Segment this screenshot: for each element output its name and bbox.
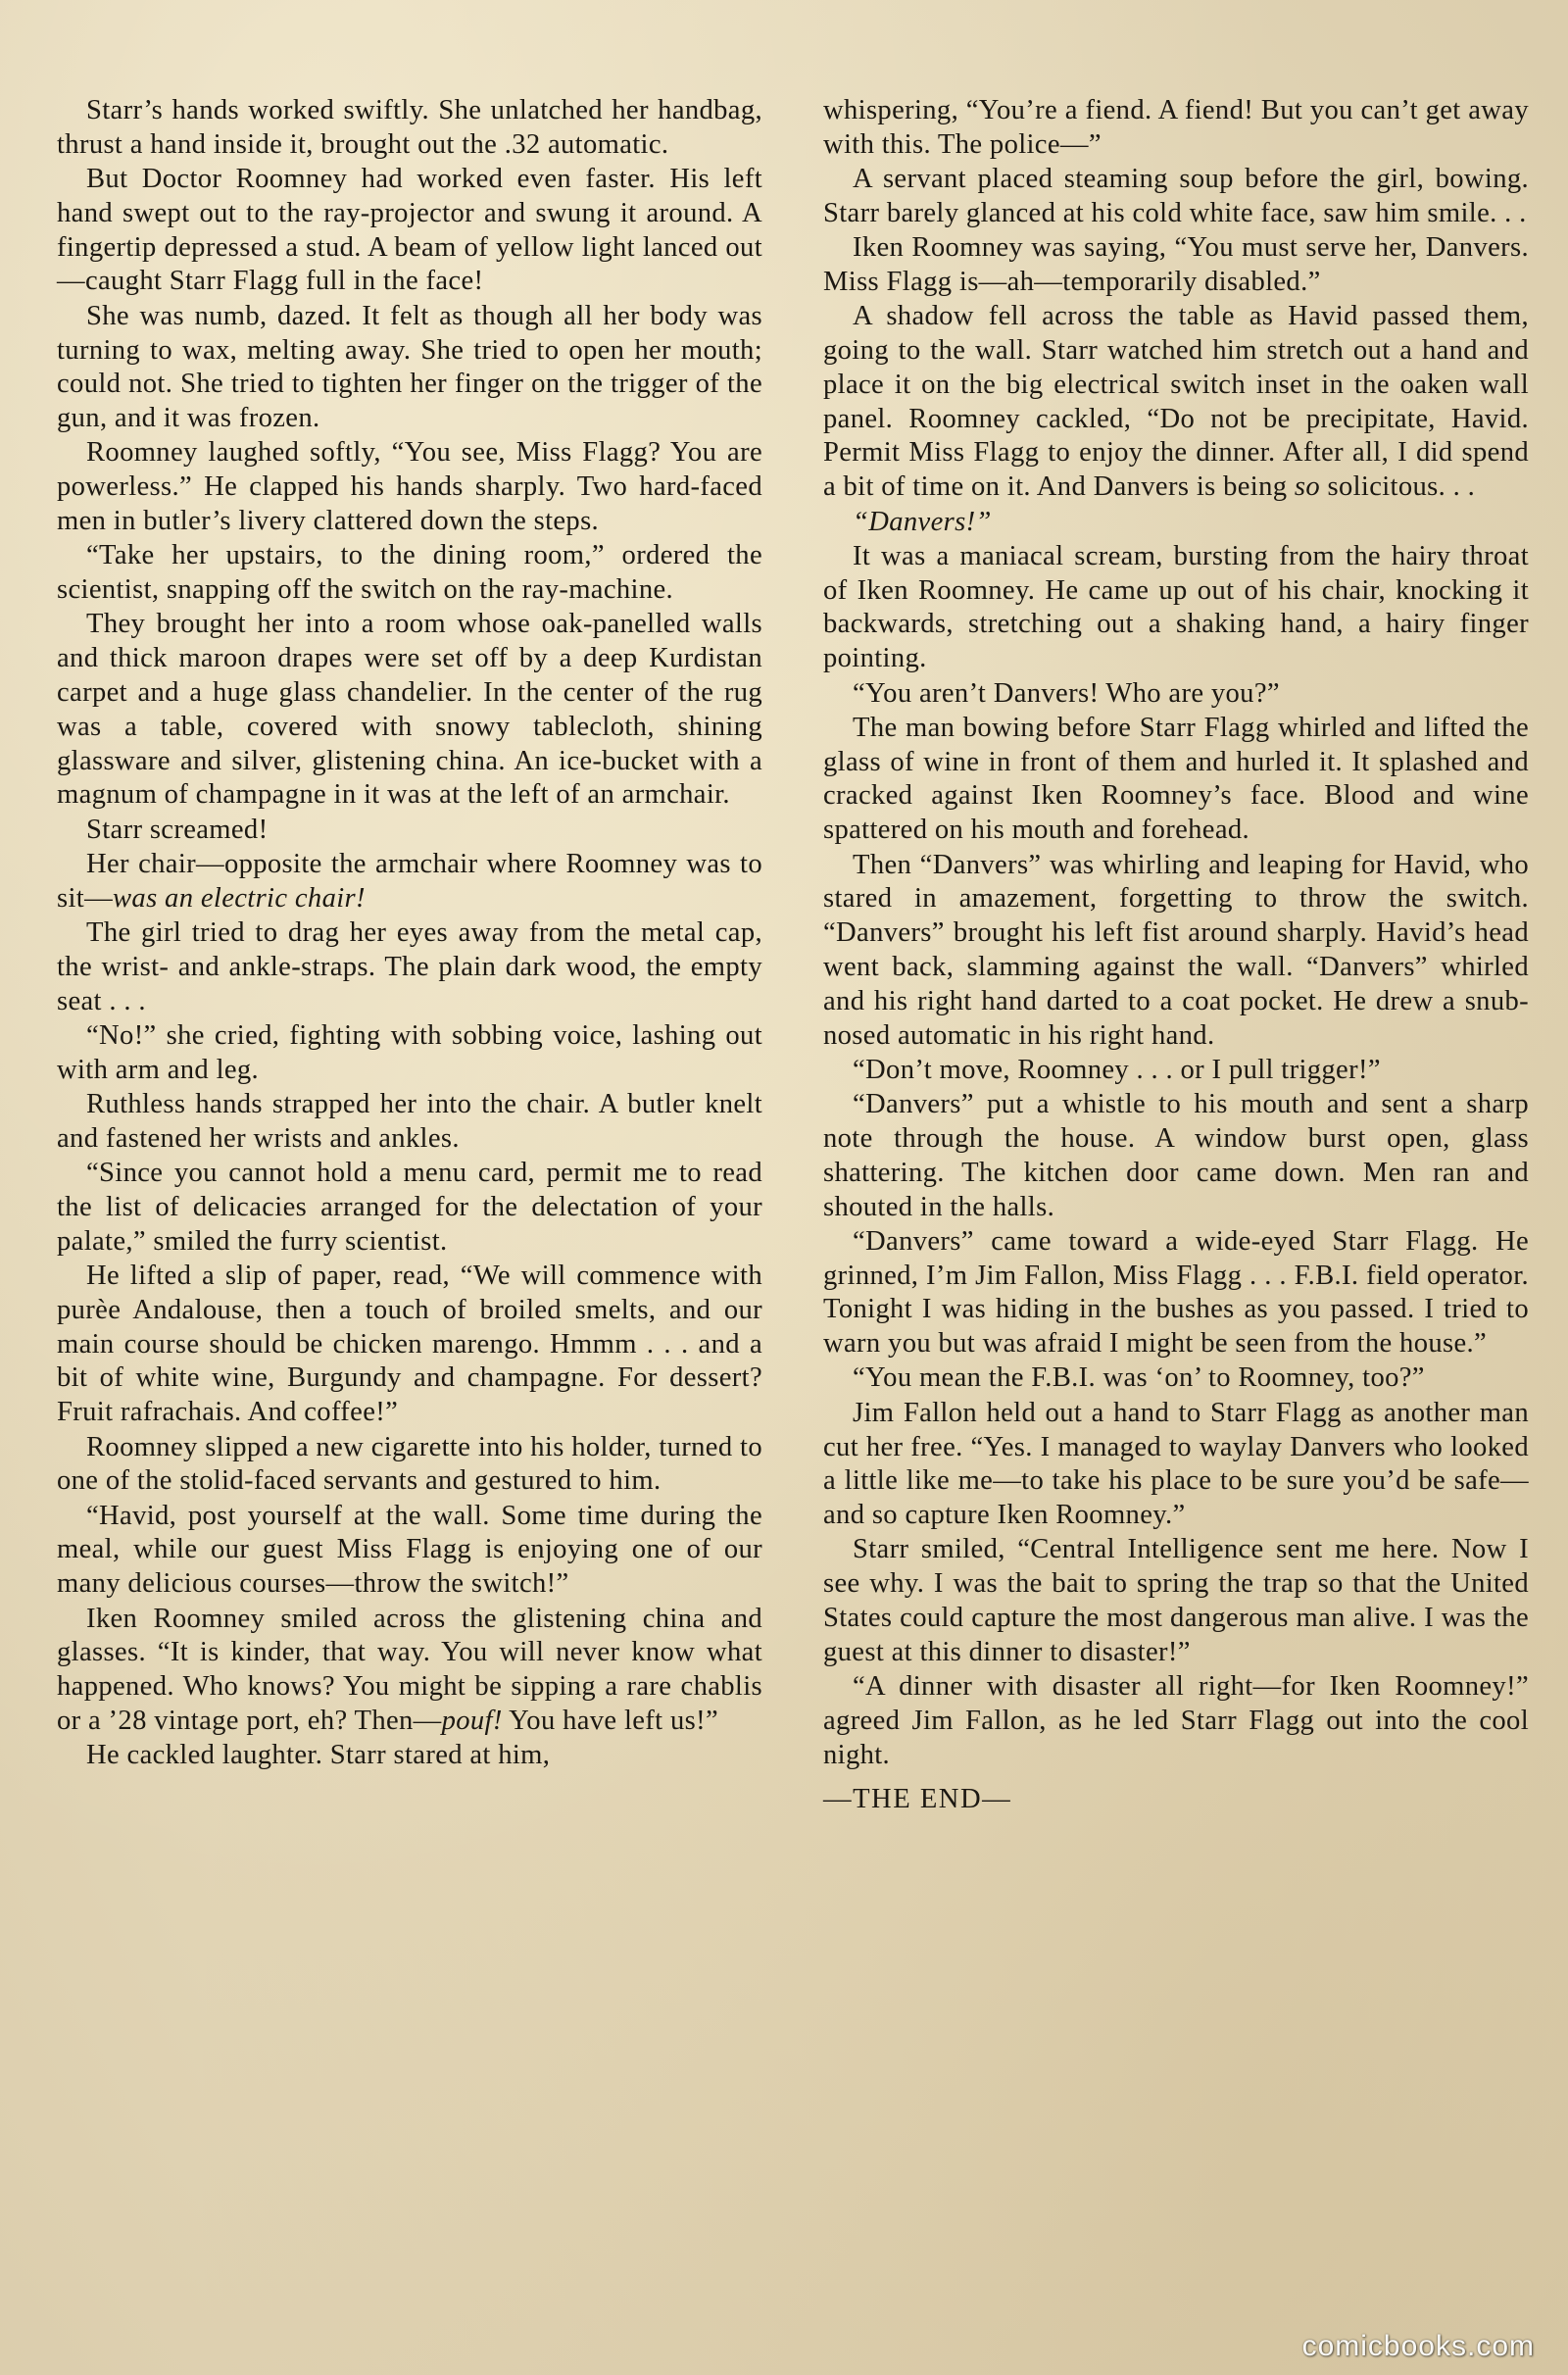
text-run: Iken Roomney smiled across the glistening china and glasses. “It is kinder, that way. You will never know what happened. Who knows? You might be sipping a rare chablis or a ’28 vintage port, eh? Then— <box>57 1603 762 1736</box>
emphasis-text: was an electric chair! <box>113 882 366 914</box>
paragraph: “Since you cannot hold a menu card, permit me to read the list of delicacies arranged for the delectation of your palate,” smiled the furry scientist. <box>57 1158 762 1257</box>
paragraph: “A dinner with disaster all right—for Iken Roomney!” agreed Jim Fallon, as he led Starr Flagg out into the cool night. <box>823 1671 1529 1770</box>
paragraph <box>57 848 762 916</box>
emphasis-text: “Danvers!” <box>853 506 992 537</box>
text-run: solicitous. . . <box>1320 471 1476 503</box>
paragraph: It was a maniacal scream, bursting from the hairy throat of Iken Roomney. He came up out of his chair, knocking it backwards, stretching out a shaking hand, a hairy finger pointing. <box>823 540 1529 674</box>
emphasis-text: pouf! <box>441 1705 503 1736</box>
paragraph <box>57 1603 762 1739</box>
paragraph: Jim Fallon held out a hand to Starr Flagg as another man cut her free. “Yes. I managed to waylay Danvers who looked a little like me—to take his place to be sure you’d be safe—and so capture Iken Roomney.” <box>823 1397 1529 1531</box>
paragraph: The girl tried to drag her eyes away from the metal cap, the wrist- and ankle-straps. The plain dark wood, the empty seat . . . <box>57 917 762 1016</box>
paragraph: Ruthless hands strapped her into the chair. A butler knelt and fastened her wrists and ankles. <box>57 1089 762 1154</box>
paragraph: A servant placed steaming soup before the girl, bowing. Starr barely glanced at his cold white face, saw him smile. . . <box>823 164 1529 228</box>
emphasis-text: so <box>1294 471 1320 503</box>
paragraph: But Doctor Roomney had worked even faster. His left hand swept out to the ray-projector and swung it around. A fingertip depressed a stud. A beam of yellow light lanced out—caught Starr Flagg full in the face! <box>57 164 762 297</box>
paragraph: Roomney laughed softly, “You see, Miss Flagg? You are powerless.” He clapped his hands sharply. Two hard-faced men in butler’s livery clattered down the steps. <box>57 437 762 537</box>
paragraph: She was numb, dazed. It felt as though all her body was turning to wax, melting away. She tried to open her mouth; could not. She tried to tighten her finger on the trigger of the gun, and it was frozen. <box>57 300 762 434</box>
paragraph: “You aren’t Danvers! Who are you?” <box>853 677 1280 709</box>
site-watermark: comicbooks.com <box>1301 2330 1535 2362</box>
paragraph: Starr’s hands worked swiftly. She unlatched her handbag, thrust a hand inside it, brought out the .32 automatic. <box>57 95 762 160</box>
paragraph: Iken Roomney was saying, “You must serve her, Danvers. Miss Flagg is—ah—temporarily disabled.” <box>823 232 1529 297</box>
paragraph: “Danvers” put a whistle to his mouth and sent a sharp note through the house. A window burst open, glass shattering. The kitchen door came down. Men ran and shouted in the halls. <box>823 1089 1529 1222</box>
text-run: A shadow fell across the table as Havid passed them, going to the wall. Starr watched him stretch out a hand and place it on the big electrical switch inset in the oaken wall panel. Roomney cackled, “Do not be precipitate, Havid. Permit Miss Flagg to enjoy the dinner. After all, I did spend a bit of time on it. And Danvers is being <box>823 301 1529 503</box>
paragraph: Roomney slipped a new cigarette into his holder, turned to one of the stolid-faced servants and gestured to him. <box>57 1431 762 1497</box>
paragraph: “Danvers” came toward a wide-eyed Starr Flagg. He grinned, I’m Jim Fallon, Miss Flagg . . . F.B.I. field operator. Tonight I was hiding in the bushes as you passed. I tried to warn you but was afraid I might be seen from the house.” <box>823 1225 1529 1360</box>
text-run: You have left us!” <box>502 1705 718 1736</box>
paragraph: They brought her into a room whose oak-panelled walls and thick maroon drapes were set off by a deep Kurdistan carpet and a huge glass chandelier. In the center of the rug was a table, covered with snowy tablecloth, shining glassware and silver, glistening china. An ice-bucket with a magnum of champagne in it was at the left of an armchair. <box>57 609 762 811</box>
paragraph-continued: whispering, “You’re a fiend. A fiend! But you can’t get away with this. The police—” <box>823 95 1529 160</box>
paragraph: Starr smiled, “Central Intelligence sent me here. Now I see why. I was the bait to spring the trap so that the United States could capture the most dangerous man alive. I was the guest at this dinner to disaster!” <box>823 1534 1529 1667</box>
paragraph: He lifted a slip of paper, read, “We will commence with purèe Andalouse, then a touch of broiled smelts, and our main course should be chicken marengo. Hmmm . . . and a bit of white wine, Burgundy and champagne. For dessert? Fruit rafrachais. And coffee!” <box>57 1261 762 1428</box>
paragraph: “Take her upstairs, to the dining room,” ordered the scientist, snapping off the switch on the ray-machine. <box>57 540 762 606</box>
paragraph: “Havid, post yourself at the wall. Some time during the meal, while our guest Miss Flagg is enjoying one of our many delicious courses—throw the switch!” <box>57 1500 762 1600</box>
paragraph: Then “Danvers” was whirling and leaping for Havid, who stared in amazement, forgetting to throw the switch. “Danvers” brought his left fist around sharply. Havid’s head went back, slamming against the wall. “Danvers” whirled and his right hand darted to a coat pocket. He drew a snub-nosed automatic in his right hand. <box>823 849 1529 1051</box>
paragraph: Starr screamed! <box>86 814 269 845</box>
the-end-marker: —THE END— <box>823 1783 1012 1814</box>
paragraph <box>823 506 1529 540</box>
paragraph: “You mean the F.B.I. was ‘on’ to Roomney, too?” <box>853 1362 1425 1394</box>
paragraph: “Don’t move, Roomney . . . or I pull trigger!” <box>853 1054 1381 1085</box>
text-run: Her chair—opposite the armchair where Roomney was to sit— <box>57 849 762 914</box>
paragraph: The man bowing before Starr Flagg whirled and lifted the glass of wine in front of them and hurled it. It splashed and cracked against Iken Roomney’s face. Blood and wine spattered on his mouth and forehead. <box>823 712 1529 846</box>
text-column-right <box>823 94 1529 1817</box>
text-column-left <box>57 94 762 1774</box>
paragraph: He cackled laughter. Starr stared at him, <box>86 1740 551 1771</box>
paragraph <box>823 300 1529 505</box>
paragraph: “No!” she cried, fighting with sobbing voice, lashing out with arm and leg. <box>57 1020 762 1085</box>
